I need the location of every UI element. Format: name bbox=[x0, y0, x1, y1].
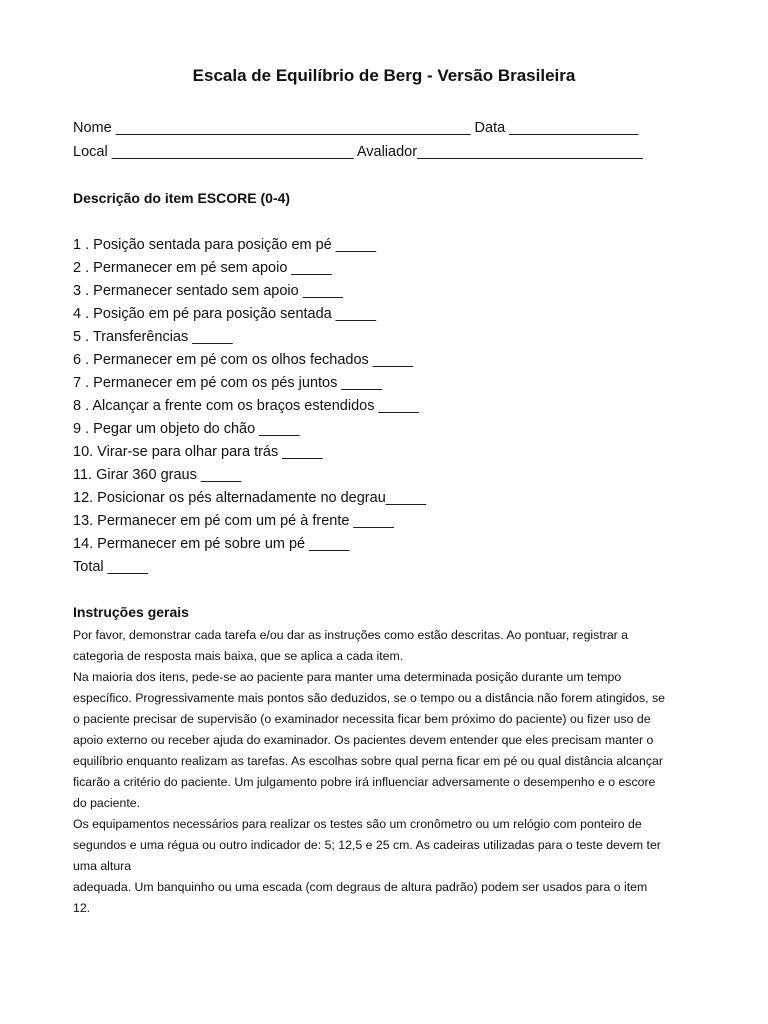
list-item: 9 . Pegar um objeto do chão _____ bbox=[73, 421, 300, 437]
list-item: 6 . Permanecer em pé com os olhos fechados _____ bbox=[73, 352, 414, 368]
instruction-line: equilíbrio enquanto realizam as tarefas. As escolhas sobre qual perna ficar em pé ou qual distância alcançar bbox=[73, 754, 663, 768]
list-item: 4 . Posição em pé para posição sentada _____ bbox=[73, 306, 377, 322]
page-title: Escala de Equilíbrio de Berg - Versão Brasileira bbox=[192, 66, 576, 85]
instruction-line: 12. bbox=[73, 901, 91, 915]
location-evaluator-line: Local ______________________________ Avaliador____________________________ bbox=[73, 144, 643, 160]
list-item: 12. Posicionar os pés alternadamente no degrau_____ bbox=[73, 490, 427, 506]
list-item: 14. Permanecer em pé sobre um pé _____ bbox=[73, 536, 350, 552]
list-item: 10. Virar-se para olhar para trás _____ bbox=[73, 444, 323, 460]
instruction-line: o paciente precisar de supervisão (o examinador necessita ficar bem próximo do paciente) ou fizer uso de bbox=[73, 712, 651, 726]
list-item: 8 . Alcançar a frente com os braços estendidos _____ bbox=[73, 398, 419, 414]
list-item: 2 . Permanecer em pé sem apoio _____ bbox=[73, 260, 332, 276]
instruction-line: específico. Progressivamente mais pontos são deduzidos, se o tempo ou a distância não forem atingidos, se bbox=[73, 691, 665, 705]
item-list bbox=[73, 234, 713, 579]
list-item: 5 . Transferências _____ bbox=[73, 329, 233, 345]
instruction-line: categoria de resposta mais baixa, que se aplica a cada item. bbox=[73, 649, 404, 663]
instruction-line: apoio externo ou receber ajuda do examinador. Os pacientes devem entender que eles precisam manter o bbox=[73, 733, 654, 747]
instruction-line: Na maioria dos itens, pede-se ao paciente para manter uma determinada posição durante um tempo bbox=[73, 670, 622, 684]
instruction-line: ficarão a critério do paciente. Um julgamento pobre irá influenciar adversamente o desempenho e o escore bbox=[73, 775, 656, 789]
list-item: 13. Permanecer em pé com um pé à frente _____ bbox=[73, 513, 394, 529]
instruction-line: uma altura bbox=[73, 859, 132, 873]
instruction-line: Por favor, demonstrar cada tarefa e/ou dar as instruções como estão descritas. Ao pontuar, registrar a bbox=[73, 628, 629, 642]
instructions-body bbox=[73, 625, 703, 919]
instruction-line: do paciente. bbox=[73, 796, 141, 810]
total-line: Total _____ bbox=[73, 559, 148, 575]
instruction-line: segundos e uma régua ou outro indicador de: 5; 12,5 e 25 cm. As cadeiras utilizadas para o teste devem ter bbox=[73, 838, 661, 852]
list-item: 3 . Permanecer sentado sem apoio _____ bbox=[73, 283, 344, 299]
list-item: 11. Girar 360 graus _____ bbox=[73, 467, 242, 483]
score-heading: Descrição do item ESCORE (0-4) bbox=[73, 190, 291, 206]
instructions-heading: Instruções gerais bbox=[73, 604, 189, 620]
list-item: 7 . Permanecer em pé com os pés juntos _____ bbox=[73, 375, 382, 391]
list-item: 1 . Posição sentada para posição em pé _____ bbox=[73, 237, 377, 253]
instruction-line: Os equipamentos necessários para realizar os testes são um cronômetro ou um relógio com ponteiro de bbox=[73, 817, 642, 831]
name-date-line: Nome ____________________________________________ Data ________________ bbox=[73, 120, 639, 136]
instruction-line: adequada. Um banquinho ou uma escada (com degraus de altura padrão) podem ser usados para o item bbox=[73, 880, 648, 894]
